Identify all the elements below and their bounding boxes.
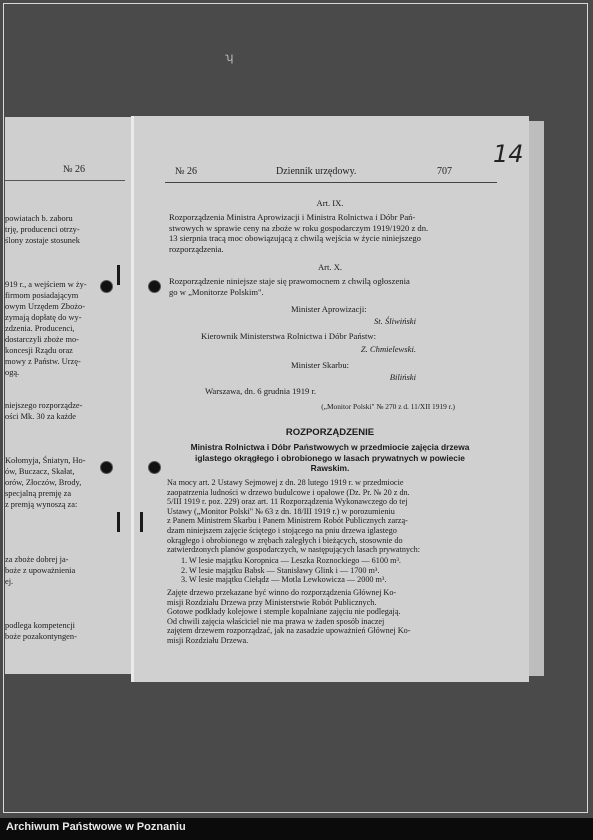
left-page-number: № 26 bbox=[63, 164, 86, 175]
regulation-body-line: zaopatrzenia ludności w drzewo budulcowe i opałowe (Dz. Pr. № 20 z dn. bbox=[167, 487, 410, 497]
left-text-line: za zboże dobrej ja- bbox=[5, 555, 69, 564]
date-line: Warszawa, dn. 6 grudnia 1919 r. bbox=[205, 386, 316, 396]
regulation-title: ROZPORZĄDZENIE bbox=[285, 427, 375, 438]
signature-title-1: Minister Aprowizacji: bbox=[291, 304, 367, 314]
left-text-line: zdzenia. Producenci, bbox=[5, 324, 75, 333]
signature-title-3: Minister Skarbu: bbox=[291, 360, 350, 370]
right-page bbox=[131, 116, 529, 682]
left-text-line: orów, Złoczów, Brody, bbox=[5, 478, 82, 487]
header-issue-number: № 26 bbox=[175, 166, 198, 177]
left-text-line: 919 r., a wejściem w ży- bbox=[5, 280, 87, 289]
regulation-subtitle-line: Rawskim. bbox=[310, 463, 350, 473]
left-text-line: powiatach b. zaboru bbox=[5, 214, 73, 223]
source-line: („Monitor Polski" № 270 z d. 11/XII 1919 r.) bbox=[321, 402, 455, 411]
regulation-body-line: dzam niniejszem zajęcie ściętego i stojącego na pniu drzewa iglastego bbox=[167, 525, 397, 535]
regulation-closing-line: zajętem drzewem rozporządzać, jak na zasadzie upoważnień Głównej Ko- bbox=[167, 626, 411, 636]
left-text-line: owym Urzędem Zbożo- bbox=[5, 302, 86, 311]
art9-line: stwowych w sprawie ceny na zboże w roku gospodarczym 1919/1920 z dn. bbox=[169, 222, 429, 233]
regulation-subtitle bbox=[151, 442, 509, 474]
signature-name-1: St. Śliwiński bbox=[373, 316, 416, 326]
art9-text bbox=[169, 212, 499, 254]
header-page-number: 707 bbox=[437, 166, 452, 177]
left-text-line: zymają dopłatę do wy- bbox=[5, 313, 82, 322]
archive-label: Archiwum Państwowe w Poznaniu bbox=[6, 821, 186, 833]
regulation-subtitle-line: iglastego okrągłego i obrobionego w lasach prywatnych w powiecie bbox=[195, 452, 465, 463]
regulation-body-line: z Panem Ministrem Skarbu i Panem Ministrem Robót Publicznych zarzą- bbox=[167, 516, 408, 526]
handwritten-folio-number: 14 bbox=[493, 140, 524, 168]
signature-name-3: Biliński bbox=[389, 372, 416, 382]
regulation-body-line: 5/III 1919 r. poz. 229) oraz art. 11 Rozporządzenia Wykonawczego do tej bbox=[167, 497, 408, 507]
left-page bbox=[5, 117, 131, 674]
regulation-body-line: okrągłego i obrobionego w zrębach zaległych i bieżących, stosownie do bbox=[167, 535, 403, 545]
regulation-closing-line: misji Rozdziału Drzewa przy Ministerstwie Robót Publicznych. bbox=[167, 597, 377, 607]
regulation-list-item: 1. W lesie majątku Koropnica — Leszka Roznockiego — 6100 m³. bbox=[181, 556, 401, 565]
regulation-closing-line: Od chwili zajęcia właściciel nie ma prawa w żaden sposób inaczej bbox=[167, 616, 385, 626]
regulation-list-item: 2. W lesie majątku Babsk — Stanisławy Glink i — 1700 m³. bbox=[181, 565, 380, 575]
regulation-body bbox=[167, 478, 501, 555]
left-header-rule bbox=[5, 180, 125, 181]
archive-footer bbox=[0, 818, 593, 840]
art10-line: Rozporządzenie niniejsze staje się prawomocnem z chwilą ogłoszenia bbox=[169, 276, 410, 286]
underlying-page-edge bbox=[529, 121, 544, 676]
left-text-line: mowy z Państw. Urzę- bbox=[5, 357, 81, 366]
left-text-line: ów, Buczacz, Skałat, bbox=[5, 467, 75, 476]
left-text-line: dostarczyli zboże mo- bbox=[5, 335, 79, 344]
left-text-line: koncesji Rządu oraz bbox=[5, 346, 73, 355]
left-text-line: boże z upoważnienia bbox=[5, 566, 76, 575]
left-text-line: firmom posiadającym bbox=[5, 291, 79, 300]
binding-hole bbox=[100, 280, 113, 293]
binding-hole bbox=[148, 461, 161, 474]
left-text-line: niejszego rozporządze- bbox=[5, 401, 83, 410]
art10-text bbox=[169, 276, 499, 297]
art9-line: 13 sierpnia tracą moc obowiązującą z chwilą wejścia w życie niniejszego bbox=[169, 233, 421, 243]
art10-title: Art. X. bbox=[317, 262, 343, 272]
left-text-line: ej. bbox=[5, 577, 14, 586]
left-text-line: boże pozakontyngen- bbox=[5, 632, 77, 641]
left-text-line: ślony zostaje stosunek bbox=[5, 236, 80, 245]
binding-slot bbox=[140, 512, 143, 532]
regulation-list bbox=[181, 556, 501, 585]
left-text-line: trję, producenci otrzy- bbox=[5, 225, 80, 234]
regulation-body-line: Na mocy art. 2 Ustawy Sejmowej z dn. 28 lutego 1919 r. w przedmiocie bbox=[167, 478, 404, 487]
header-journal-title: Dziennik urzędowy. bbox=[276, 166, 357, 177]
regulation-body-line: Ustawy („Monitor Polski" № 63 z dn. 18/III 1919 r.) w porozumieniu bbox=[167, 506, 395, 516]
binding-hole bbox=[100, 461, 113, 474]
signature-name-2: Z. Chmielewski. bbox=[360, 344, 416, 354]
art9-line: Rozporządzenia Ministra Aprowizacji i Ministra Rolnictwa i Dóbr Pań- bbox=[169, 212, 416, 222]
left-text-line: specjalną premję za bbox=[5, 489, 72, 498]
binding-slot bbox=[117, 265, 120, 285]
left-text-line: podlega kompetencji bbox=[5, 621, 76, 630]
regulation-closing-line: Zajęte drzewo przekazane być winno do rozporządzenia Głównej Ko- bbox=[167, 588, 397, 597]
regulation-body-line: zatwierdzonych planów gospodarczych, w następujących lasach prywatnych: bbox=[167, 545, 421, 555]
regulation-closing-text bbox=[167, 588, 501, 646]
regulation-closing-line: Gotowe podkłady kolejowe i stemple kopalniane zajęciu nie podlegają. bbox=[167, 607, 401, 617]
left-text-line: Kołomyja, Śniatyn, Ho- bbox=[5, 456, 86, 465]
art9-line: rozporządzenia. bbox=[169, 243, 224, 254]
signature-title-2: Kierownik Ministerstwa Rolnictwa i Dóbr Państw: bbox=[201, 331, 376, 341]
binding-slot bbox=[117, 512, 120, 532]
binding-hole bbox=[148, 280, 161, 293]
left-text-line: z premją wynoszą za: bbox=[5, 500, 78, 509]
regulation-list-item: 3. W lesie majątku Ciełądz — Motla Lewkowicza — 2000 m³. bbox=[181, 575, 387, 585]
scratch-mark: ʮ bbox=[225, 50, 234, 64]
left-text-line: ości Mk. 30 za każde bbox=[5, 412, 76, 421]
header-rule bbox=[165, 182, 497, 183]
regulation-subtitle-line: Ministra Rolnictwa i Dóbr Państwowych w przedmiocie zajęcia drzewa bbox=[190, 442, 470, 452]
art9-title: Art. IX. bbox=[316, 198, 344, 208]
art10-line: go w „Monitorze Polskim". bbox=[169, 286, 264, 297]
left-text-line: ogą. bbox=[5, 368, 20, 377]
regulation-closing-line: misji Rozdziału Drzewa. bbox=[167, 635, 249, 645]
